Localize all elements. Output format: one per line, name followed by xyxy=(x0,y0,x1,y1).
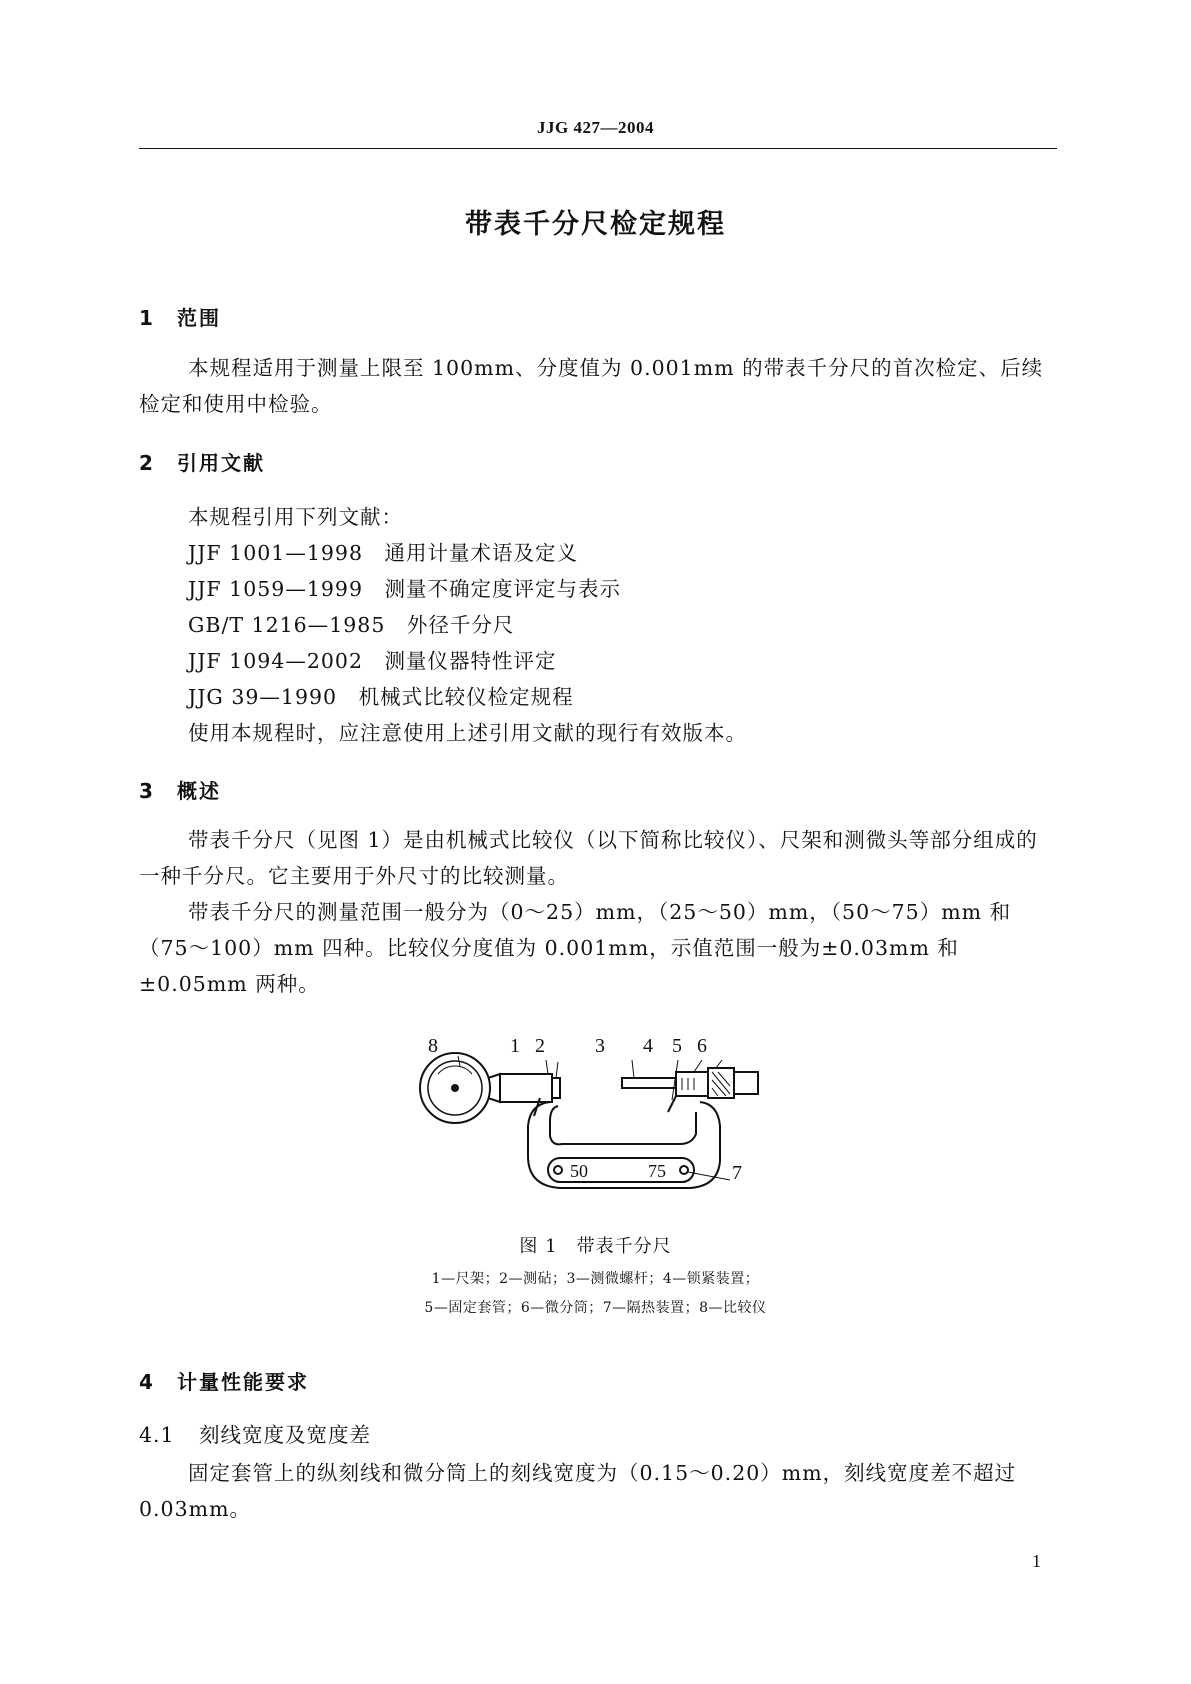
figure-label-8: 8 xyxy=(428,1035,438,1057)
dial-scale xyxy=(438,1066,472,1074)
figure-label-2: 2 xyxy=(535,1035,545,1057)
figure-label-1: 1 xyxy=(510,1035,520,1057)
subsection-4-1-number: 4.1 xyxy=(139,1423,175,1447)
leader-1 xyxy=(546,1060,548,1074)
pad-screw-right xyxy=(680,1166,688,1174)
section-2-number: 2 xyxy=(139,451,155,475)
section-4-number: 4 xyxy=(139,1370,155,1394)
ratchet xyxy=(734,1072,758,1094)
figure-legend-line-1: 1—尺架；2—测砧；3—测微螺杆；4—锁紧装置； xyxy=(431,1271,760,1287)
document-code: JJG 427—2004 xyxy=(537,118,654,137)
section-1-heading xyxy=(139,302,221,331)
figure-caption: 图 1 带表千分尺 xyxy=(519,1236,672,1257)
figure-label-4: 4 xyxy=(643,1035,653,1057)
subsection-4-1-heading xyxy=(139,1418,371,1448)
leader-7 xyxy=(688,1172,730,1180)
thimble-knurl xyxy=(712,1072,730,1096)
section-4-heading xyxy=(139,1366,309,1395)
pad-screw-left xyxy=(554,1166,562,1174)
page-number: 1 xyxy=(1032,1551,1041,1571)
section-3-title: 概述 xyxy=(177,779,221,803)
leader-6 xyxy=(716,1060,722,1068)
leader-5 xyxy=(694,1060,702,1072)
section-3-number: 3 xyxy=(139,779,155,803)
subsection-4-1-title: 刻线宽度及宽度差 xyxy=(199,1423,371,1447)
reference-item: JJF 1001—1998 通用计量术语及定义 xyxy=(188,541,579,565)
figure-label-3: 3 xyxy=(595,1035,605,1057)
anvil xyxy=(552,1078,560,1098)
section-1-text: 本规程适用于测量上限至 100mm、分度值为 0.001mm 的带表千分尺的首次检定、后续检定和使用中检验。 xyxy=(139,356,1044,416)
micrometer-figure xyxy=(400,1016,800,1196)
sleeve-marks xyxy=(682,1078,694,1090)
section-3-paragraph-1: 带表千分尺（见图 1）是由机械式比较仪（以下简称比较仪）、尺架和测微头等部分组成的一种千分尺。它主要用于外尺寸的比较测量。 xyxy=(139,828,1038,888)
reference-item: JJF 1094—2002 测量仪器特性评定 xyxy=(188,649,557,673)
reference-item: JJG 39—1990 机械式比较仪检定规程 xyxy=(188,685,574,709)
reference-item: JJF 1059—1999 测量不确定度评定与表示 xyxy=(188,577,622,601)
figure-legend-line-2: 5—固定套管；6—微分筒；7—隔热装置；8—比较仪 xyxy=(424,1300,767,1316)
spindle xyxy=(622,1078,676,1088)
section-3-paragraph-2: 带表千分尺的测量范围一般分为（0～25）mm，（25～50）mm，（50～75）mm 和（75～100）mm 四种。比较仪分度值为 0.001mm，示值范围一般为±0.03mm 和±0.05mm 两种。 xyxy=(139,900,1012,996)
frame-mark-75: 75 xyxy=(648,1161,666,1181)
section-2-heading xyxy=(139,447,265,476)
frame-mark-50: 50 xyxy=(570,1161,588,1181)
document-title: 带表千分尺检定规程 xyxy=(465,209,726,240)
figure-label-6: 6 xyxy=(697,1035,707,1057)
comparator-barrel xyxy=(500,1074,552,1102)
frame-inner xyxy=(550,1106,696,1144)
section-2-title: 引用文献 xyxy=(177,451,265,475)
references-intro: 本规程引用下列文献： xyxy=(188,505,403,529)
leader-2 xyxy=(556,1062,558,1078)
sleeve xyxy=(676,1072,708,1096)
section-1-title: 范围 xyxy=(177,306,221,330)
section-4-title: 计量性能要求 xyxy=(177,1370,309,1394)
section-3-heading xyxy=(139,775,221,804)
figure-label-7: 7 xyxy=(732,1162,742,1184)
leader-3 xyxy=(632,1060,634,1078)
section-1-number: 1 xyxy=(139,306,155,330)
references-note: 使用本规程时，应注意使用上述引用文献的现行有效版本。 xyxy=(188,721,747,745)
subsection-4-1-text: 固定套管上的纵刻线和微分筒上的刻线宽度为（0.15～0.20）mm，刻线宽度差不超过 0.03mm。 xyxy=(139,1461,1017,1521)
header-rule xyxy=(139,148,1057,149)
dial-center xyxy=(452,1085,458,1091)
figure-label-5: 5 xyxy=(672,1035,682,1057)
reference-item: GB/T 1216—1985 外径千分尺 xyxy=(188,613,515,637)
comparator-lock xyxy=(534,1098,540,1116)
